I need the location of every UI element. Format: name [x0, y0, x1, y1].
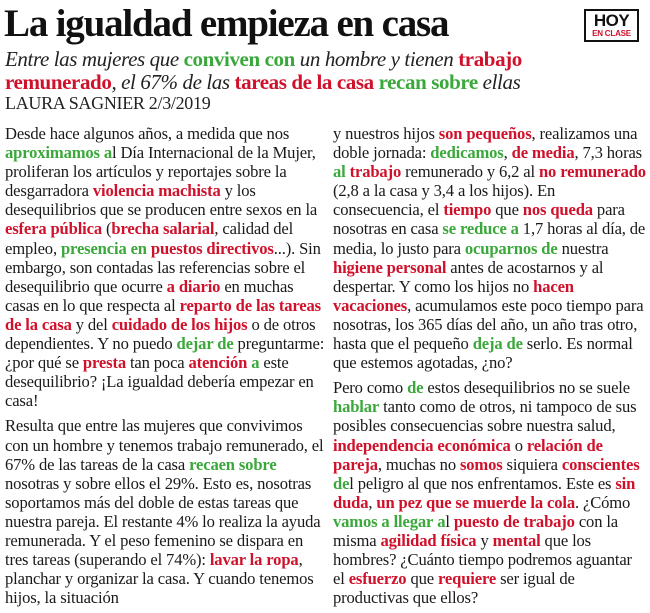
highlight-red: violencia machista	[92, 181, 221, 201]
highlight-green: hablar	[333, 397, 380, 417]
highlight-green: vamos a llegar	[333, 511, 434, 531]
highlight-red: agilidad física	[380, 530, 477, 550]
paragraph: Resulta que entre las mujeres que convivimos con un hombre y tenemos trabajo remunerado, el 67% de las tareas de la casa recaen sobre nosotras y sobre ellos el 29%. Esto es, nosotras soportamos más del doble de estas tareas que nuestra pareja. El restante 4% lo realiza la ayuda remunerada. Y el peso femenino se dispara en tres tareas (superando el 74%): lavar la ropa, planchar y organizar la casa. Y cuando tenemos hijos, la situación	[5, 416, 324, 608]
paragraph: y nuestros hijos son pequeños, realizamos una doble jornada: dedicamos, de media, 7,3 horas al trabajo remunerado y 6,2 al no remunerado (2,8 a la casa y 3,4 a los hijos). En consecuencia, el tiempo que nos queda para nosotras en casa se reduce a 1,7 horas al día, de media, lo justo para ocuparnos de nuestra higiene personal antes de acostarnos y al despertar. Y como los hijos no hacen vacaciones, acumulamos este poco tiempo para nosotras, los 365 días del año, un año tras otro, hasta que el pequeño deja de serlo. Es normal que estemos agotadas, ¿no?	[333, 124, 646, 373]
highlight-red: atención	[188, 353, 248, 373]
highlight-green: recaen sobre	[189, 454, 277, 474]
highlight-green: ocuparnos de	[464, 238, 558, 258]
highlight-red: presta	[82, 353, 126, 373]
highlight-red: esfuerzo	[348, 569, 407, 589]
highlight-red: no remunerado	[538, 162, 646, 182]
highlight-green: aproximamos a	[5, 143, 112, 163]
paragraph: Pero como de estos desequilibrios no se suele hablar tanto como de otros, ni tampoco de sus posibles consecuencias sobre nuestra salud, independencia económica o relación de pareja, muchas no somos siquiera conscientes del peligro al que nos enfrentamos. Este es sin duda, un pez que se muerde la cola. ¿Cómo vamos a llegar al puesto de trabajo con la misma agilidad física y mental que los hombres? ¿Cuánto tiempo podremos aguantar el esfuerzo que requiere ser igual de productivas que ellos?	[333, 378, 640, 608]
highlight-red: mental	[492, 530, 541, 550]
highlight-red: requiere	[437, 569, 497, 589]
highlight-red: puestos directivos	[150, 238, 274, 258]
highlight-green: a	[437, 511, 446, 531]
highlight-green: a	[251, 353, 260, 373]
highlight-green: dejar de	[176, 334, 234, 354]
hoy-en-clase-logo	[584, 9, 639, 42]
highlight-green: al	[333, 162, 346, 182]
article-title: La igualdad empieza en casa	[4, 2, 449, 45]
highlight-red: de media	[511, 143, 575, 163]
highlight-green: conviven con	[183, 47, 295, 71]
highlight-red: tiempo	[443, 200, 492, 220]
highlight-red: a diario	[166, 276, 221, 296]
highlight-red: somos	[459, 454, 503, 474]
paragraph: Desde hace algunos años, a medida que nos aproximamos al Día Internacional de la Mujer, proliferan los artículos y reportajes sobre la desgarradora violencia machista y los desequilibrios que se producen entre sexos en la esfera pública (brecha salarial, calidad del empleo, presencia en puestos directivos...). Sin embargo, son contadas las referencias sobre el desequilibrio que ocurre a diario en muchas casas en lo que respecta al reparto de las tareas de la casa y del cuidado de los hijos o de otros dependientes. Y no puedo dejar de preguntarme: ¿por qué se presta tan poca atención a este desequilibrio? ¡La igualdad debería empezar en casa!	[5, 124, 325, 411]
highlight-green: dedicamos	[430, 143, 504, 163]
highlight-red: trabajo remunerado	[5, 47, 522, 94]
article-subtitle: Entre las mujeres que conviven con un hombre y tienen trabajo remunerado, el 67% de las tareas de la casa recan sobre ellas	[5, 47, 522, 94]
highlight-red: higiene personal	[333, 257, 447, 277]
highlight-green: recan sobre	[378, 70, 478, 94]
highlight-red: sin duda	[333, 473, 636, 512]
highlight-red: lavar la ropa	[209, 550, 299, 570]
highlight-green: se reduce a	[442, 219, 519, 239]
logo-hoy-text: HOY	[593, 11, 630, 30]
highlight-red: cuidado de los hijos	[111, 314, 248, 334]
highlight-red: tareas de la casa	[234, 70, 374, 94]
highlight-red: relación de pareja	[333, 435, 603, 474]
highlight-green: deja de	[472, 334, 523, 354]
highlight-red: esfera pública	[5, 219, 102, 239]
highlight-red: nos queda	[522, 200, 593, 220]
highlight-green: presencia en	[60, 238, 147, 258]
highlight-red: un pez que se muerde la cola	[376, 492, 575, 512]
article-column-2	[333, 124, 647, 613]
highlight-red: son pequeños	[438, 124, 532, 143]
highlight-red: reparto de las tareas de la casa	[5, 295, 321, 334]
highlight-green: de	[333, 473, 350, 493]
highlight-red: trabajo	[349, 162, 402, 182]
highlight-green: de	[407, 378, 424, 398]
highlight-red: conscientes	[561, 454, 640, 474]
byline: LAURA SAGNIER 2/3/2019	[5, 93, 211, 113]
article-column-1	[5, 124, 327, 613]
logo-en-clase-text: EN CLASE	[592, 29, 631, 38]
highlight-red: independencia económica	[333, 435, 511, 455]
highlight-red: hacen vacaciones	[333, 276, 574, 315]
highlight-red: puesto de trabajo	[453, 511, 575, 531]
highlight-red: brecha salarial	[111, 219, 215, 239]
